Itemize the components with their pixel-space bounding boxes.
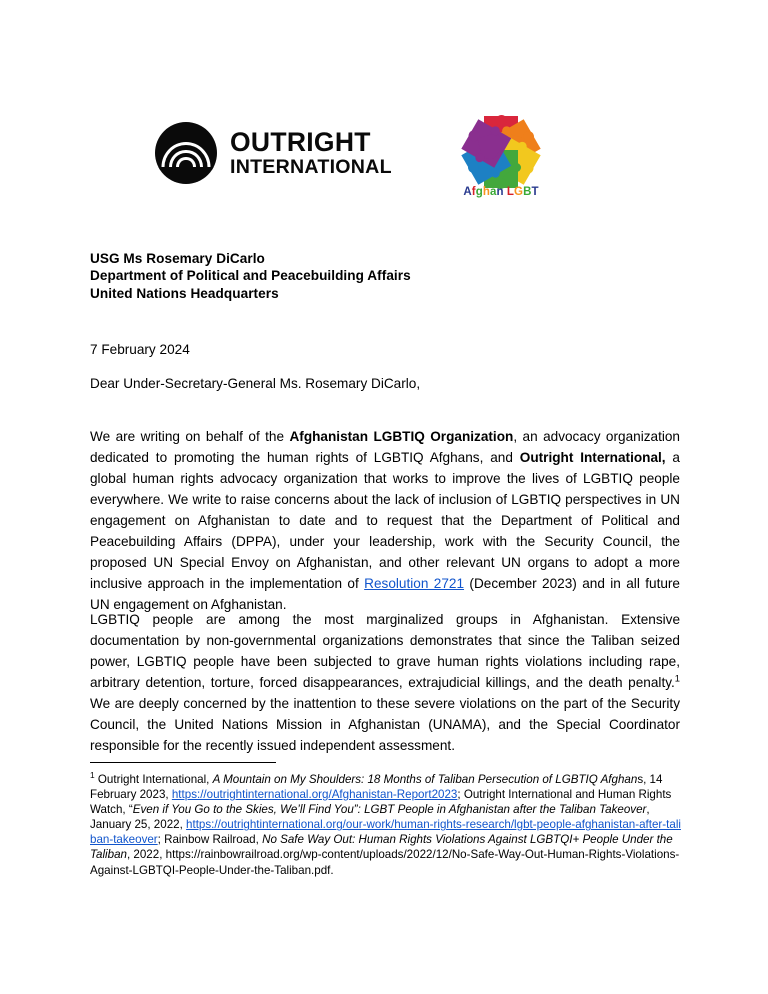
- afghan-lgbt-logo: [459, 114, 543, 210]
- figure-red-head: [496, 115, 507, 126]
- outright-wordmark: [230, 126, 392, 179]
- afghan-wordmark-char-0: A: [463, 186, 472, 198]
- figure-green-hand-left: [512, 163, 521, 172]
- outright-logo-mark-icon: [155, 122, 217, 184]
- addressee-line-1: USG Ms Rosemary DiCarlo: [90, 251, 265, 266]
- resolution-2721-link[interactable]: Resolution 2721: [364, 576, 465, 592]
- afghan-wordmark-char-1: f: [471, 186, 476, 198]
- footnote-link-1[interactable]: https://outrightinternational.org/Afghanistan-Report2023: [171, 788, 458, 802]
- p1-bold-outright-international: Outright International,: [519, 449, 666, 465]
- footnote-segment-3: ; Outright International and Human Rights Watch, “: [90, 788, 672, 817]
- afghan-lgbt-figure-wheel-icon: [459, 114, 543, 190]
- p1-segment-2: , an advocacy organization dedicated to promoting the human rights of LGBTIQ Afghans, and: [90, 428, 680, 465]
- outright-international-logo: [155, 122, 392, 184]
- footnote-title-3: No Safe Way Out: Human Rights Violations Against LGBTQI+ People Under the Taliban: [90, 833, 673, 862]
- footnote-plain-url: https://rainbowrailroad.org/wp-content/uploads/2022/12/No-Safe-Way-Out-Human-Rights-Violations-Against-LGBTQI-People-Under-the-Taliban.pdf.: [90, 848, 680, 877]
- p1-segment-3: a global human rights advocacy organization that works to improve the lives of LGBTIQ people everywhere. We write to raise concerns about the lack of inclusion of LGBTIQ perspectives in UN engagement on Afghanistan to date and to request that the Department of Political and Peacebuilding Affairs (DPPA), under your leadership, work with the Security Council, the proposed UN Special Envoy on Afghanistan, and other relevant UN organs to adopt a more inclusive approach in the implementation of: [90, 449, 680, 592]
- footnote-block: [90, 772, 682, 878]
- addressee-line-3: United Nations Headquarters: [90, 285, 279, 301]
- p1-bold-afghanistan-org: Afghanistan LGBTIQ Organization: [289, 428, 514, 444]
- afghan-lgbt-wordmark: [459, 186, 543, 198]
- logo-row: [90, 112, 680, 212]
- footnote-reference-1[interactable]: 1: [674, 672, 680, 684]
- afghan-wordmark-char-5: n: [496, 186, 504, 198]
- afghan-wordmark-char-2: g: [475, 186, 483, 198]
- addressee-line-2: Department of Political and Peacebuilding Affairs: [90, 268, 411, 284]
- footnote-separator: [90, 762, 276, 763]
- p2-segment-2: We are deeply concerned by the inattention to these severe violations on the part of the Security Council, the United Nations Mission in Afghanistan (UNAMA), and the Special Coordinator responsible for the recently issued independent assessment.: [90, 695, 680, 754]
- footnote-marker: 1: [90, 770, 95, 781]
- footnote-segment-6: , 2022,: [126, 848, 166, 862]
- afghan-wordmark-char-7: L: [506, 186, 515, 198]
- afghan-wordmark-char-10: T: [531, 186, 539, 198]
- footnote-segment-5: ; Rainbow Railroad,: [157, 833, 263, 847]
- afghan-wordmark-char-9: B: [523, 186, 532, 198]
- body-paragraph-2: [90, 609, 680, 757]
- afghan-wordmark-char-3: h: [482, 186, 490, 198]
- footnote-segment-2: s, 14 February 2023,: [90, 773, 663, 802]
- footnote-segment-4: , January 25, 2022,: [90, 803, 650, 832]
- letter-salutation: Dear Under-Secretary-General Ms. Rosemary DiCarlo,: [90, 376, 421, 391]
- footnote-title-1: A Mountain on My Shoulders: 18 Months of Taliban Persecution of LGBTIQ Afghan: [212, 773, 638, 786]
- outright-wordmark-line2: INTERNATIONAL: [230, 156, 392, 179]
- p1-segment-1: We are writing on behalf of the: [90, 428, 290, 444]
- letter-date: 7 February 2024: [90, 342, 190, 357]
- logo-baseline: [155, 167, 217, 170]
- afghan-wordmark-char-8: G: [514, 186, 524, 198]
- body-paragraph-1: [90, 426, 680, 616]
- addressee-block: [90, 250, 680, 302]
- outright-wordmark-line1: OUTRIGHT: [230, 126, 371, 157]
- p2-segment-1: LGBTIQ people are among the most marginalized groups in Afghanistan. Extensive documentation by non-governmental organizations demonstrates that since the Taliban seized power, LGBTIQ people have been subjected to grave human rights violations including rape, arbitrary detention, torture, forced disappearances, extrajudicial killings, and the death penalty.: [90, 611, 680, 690]
- footnote-segment-1: Outright International,: [94, 773, 213, 786]
- p1-segment-4: (December 2023) and in all future UN engagement on Afghanistan.: [90, 576, 680, 613]
- footnote-title-2: Even if You Go to the Skies, We’ll Find You”: LGBT People in Afghanistan after the Taliban Takeover: [132, 803, 647, 817]
- afghan-wordmark-char-4: a: [489, 186, 497, 198]
- footnote-link-2[interactable]: https://outrightinternational.org/our-work/human-rights-research/lgbt-people-afghanistan-after-taliban-takeover: [90, 818, 681, 847]
